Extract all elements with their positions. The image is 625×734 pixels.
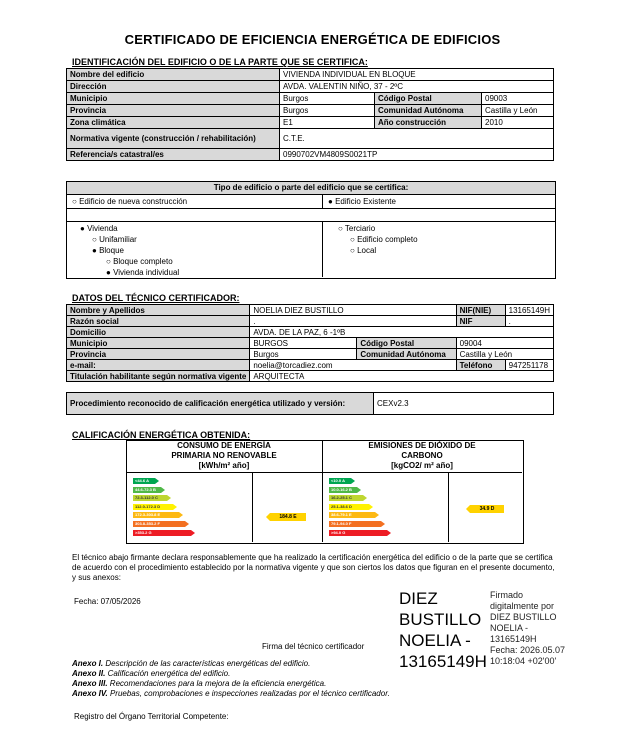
tecnico-proc-table <box>66 392 554 415</box>
anexo-4-label: Anexo IV. <box>72 689 108 698</box>
anexo-1-text: Descripción de las características energéticas del edificio. <box>103 659 311 668</box>
tipo-divider-2 <box>322 221 323 277</box>
tec-provincia-label: Provincia <box>67 349 250 360</box>
emis-bar-3: 25.1-38.6 D <box>329 504 369 510</box>
calificacion-hline <box>126 472 522 473</box>
direccion-label: Dirección <box>67 81 280 93</box>
tec-domicilio-value: AVDA. DE LA PAZ, 6 -1ºB <box>250 327 554 338</box>
calificacion-heading: CALIFICACIÓN ENERGÉTICA OBTENIDA: <box>72 430 251 440</box>
radio-bloque[interactable]: ● Bloque <box>92 246 124 255</box>
tec-ca-label: Comunidad Autónoma <box>357 349 456 360</box>
firma-label: Firma del técnico certificador <box>262 642 365 651</box>
ref-value: 0990702VM4809S0021TP <box>280 149 554 161</box>
declaracion-text: El técnico abajo firmante declara responsablemente que ha realizado la certificación energética del edificio o de la parte que se certifica de acuerdo con el procedimiento establecido por la normativa vigente y que son ciertos los datos que figuran en el presente documento, y sus anexos: <box>72 553 555 582</box>
tec-cp-label: Código Postal <box>357 338 456 349</box>
ca-value: Castilla y León <box>482 105 554 117</box>
normativa-label: Normativa vigente (construcción / rehabilitación) <box>67 129 280 149</box>
emis-bar-2: 16.2-25.1 C <box>329 495 363 501</box>
radio-edificio-completo-label: Edificio completo <box>357 235 418 244</box>
anexo-1-label: Anexo I. <box>72 659 104 668</box>
nombre-label: Nombre del edificio <box>67 69 280 81</box>
zona-value: E1 <box>280 117 375 129</box>
radio-bloque-completo-label: Bloque completo <box>113 257 173 266</box>
radio-vivienda-label: Vivienda <box>87 224 118 233</box>
radio-local-label: Local <box>357 246 377 255</box>
emis-header <box>322 441 522 471</box>
sig-line4: 13165149H <box>399 652 487 671</box>
provincia-label: Provincia <box>67 105 280 117</box>
emis-h1: EMISIONES DE DIÓXIDO DE <box>368 441 476 450</box>
tec-nif-value: 13165149H <box>505 305 553 316</box>
radio-edificio-completo[interactable]: ○ Edificio completo <box>350 235 418 244</box>
page-title: CERTIFICADO DE EFICIENCIA ENERGÉTICA DE EDIFICIOS <box>124 32 501 47</box>
ref-label: Referencia/s catastral/es <box>67 149 280 161</box>
signature-name <box>399 588 487 672</box>
anio-label: Año construcción <box>375 117 482 129</box>
consumo-inner-divider <box>252 472 253 542</box>
radio-bloque-label: Bloque <box>99 246 124 255</box>
emis-bar-1: 10.0-16.2 B <box>329 487 357 493</box>
tec-razon-label: Razón social <box>67 316 250 327</box>
sig-s5: 13165149H <box>490 634 537 644</box>
direccion-value: AVDA. VALENTIN NIÑO, 37 - 2ºC <box>280 81 554 93</box>
tec-email-value: noelia@torcadiez.com <box>250 360 456 371</box>
emis-bar-6: >94.0 G <box>329 530 387 536</box>
tec-nif2-label: NIF <box>456 316 505 327</box>
sig-line2: BUSTILLO <box>399 610 482 629</box>
emis-indicator: 34.9 D <box>470 505 504 513</box>
tec-provincia-value: Burgos <box>250 349 357 360</box>
radio-vivienda-individual-label: Vivienda individual <box>113 268 180 277</box>
tec-email-label: e-mail: <box>67 360 250 371</box>
consumo-bar-6: >353.2 G <box>133 530 191 536</box>
consumo-h2: PRIMARIA NO RENOVABLE <box>171 451 277 460</box>
tec-nombre-label: Nombre y Apellidos <box>67 305 250 316</box>
consumo-indicator: 184.8 E <box>270 513 306 521</box>
tipo-header: Tipo de edificio o parte del edificio que se certifica: <box>66 181 556 195</box>
anio-value: 2010 <box>482 117 554 129</box>
tec-cp-value: 09004 <box>456 338 553 349</box>
tecnico-heading: DATOS DEL TÉCNICO CERTIFICADOR: <box>72 293 240 303</box>
radio-vivienda-individual[interactable]: ● Vivienda individual <box>106 268 180 277</box>
consumo-bar-0: <44.6 A <box>133 478 155 484</box>
emis-bar-0: <10.0 A <box>329 478 351 484</box>
consumo-h1: CONSUMO DE ENERGÍA <box>177 441 271 450</box>
sig-s6: Fecha: 2026.05.07 <box>490 645 566 655</box>
tec-municipio-label: Municipio <box>67 338 250 349</box>
provincia-value: Burgos <box>280 105 375 117</box>
sig-s1: Firmado <box>490 590 524 600</box>
emis-h3: [kgCO2/ m² año] <box>391 461 453 470</box>
anexo-2 <box>72 669 230 679</box>
radio-nueva-label: Edificio de nueva construcción <box>79 197 188 206</box>
sig-s2: digitalmente por <box>490 601 555 611</box>
normativa-value: C.T.E. <box>280 129 554 149</box>
consumo-h3: [kWh/m² año] <box>198 461 250 470</box>
radio-existente[interactable]: ● Edificio Existente <box>328 197 396 206</box>
cp-label: Código Postal <box>375 93 482 105</box>
tec-tel-value: 947251178 <box>505 360 553 371</box>
anexo-3-text: Recomendaciones para la mejora de la eficiencia energética. <box>107 679 327 688</box>
sig-s7: 10:18:04 +02'00' <box>490 656 557 666</box>
tec-nif2-value: . <box>505 316 553 327</box>
tec-titulacion-value: ARQUITECTA <box>250 371 554 382</box>
radio-unifamiliar[interactable]: ○ Unifamiliar <box>92 235 137 244</box>
tec-titulacion-label: Titulación habilitante según normativa vigente <box>67 371 250 382</box>
tec-domicilio-label: Domicilio <box>67 327 250 338</box>
radio-unifamiliar-label: Unifamiliar <box>99 235 137 244</box>
tecnico-table <box>66 304 554 382</box>
municipio-label: Municipio <box>67 93 280 105</box>
zona-label: Zona climática <box>67 117 280 129</box>
anexo-2-label: Anexo II. <box>72 669 106 678</box>
radio-local[interactable]: ○ Local <box>350 246 377 255</box>
radio-existente-label: Edificio Existente <box>335 197 396 206</box>
fecha: Fecha: 07/05/2026 <box>74 597 141 606</box>
emis-inner-divider <box>448 472 449 542</box>
consumo-bar-1: 44.6-72.3 B <box>133 487 161 493</box>
consumo-bar-5: 303.8-353.2 F <box>133 521 185 527</box>
consumo-bar-2: 72.3-112.0 C <box>133 495 167 501</box>
sig-s3: DIEZ BUSTILLO <box>490 612 557 622</box>
registro: Registro del Órgano Territorial Competente: <box>74 712 229 721</box>
tec-razon-value: . <box>250 316 456 327</box>
emis-bar-5: 79.1-94.0 F <box>329 521 381 527</box>
consumo-bar-4: 172.3-303.8 E <box>133 512 179 518</box>
tec-ca-value: Castilla y León <box>456 349 553 360</box>
signature-details <box>490 590 565 667</box>
radio-terciario[interactable]: ○ Terciario <box>338 224 376 233</box>
id-section-heading: IDENTIFICACIÓN DEL EDIFICIO O DE LA PARTE QUE SE CERTIFICA: <box>72 57 368 67</box>
id-table <box>66 68 554 161</box>
anexo-1 <box>72 659 310 669</box>
consumo-header <box>126 441 322 471</box>
nombre-value: VIVIENDA INDIVIDUAL EN BLOQUE <box>280 69 554 81</box>
tec-nif-label: NIF(NIE) <box>456 305 505 316</box>
anexo-4-text: Pruebas, comprobaciones e inspecciones realizadas por el técnico certificador. <box>107 689 390 698</box>
tipo-spacer <box>66 208 556 222</box>
anexo-4 <box>72 689 390 699</box>
sig-s4: NOELIA - <box>490 623 529 633</box>
emis-h2: CARBONO <box>401 451 443 460</box>
tec-proc-value: CEXv2.3 <box>374 393 554 415</box>
tec-municipio-value: BURGOS <box>250 338 357 349</box>
cp-value: 09003 <box>482 93 554 105</box>
radio-terciario-label: Terciario <box>344 224 376 233</box>
emis-bar-4: 38.6-79.1 E <box>329 512 375 518</box>
municipio-value: Burgos <box>280 93 375 105</box>
radio-vivienda[interactable]: ● Vivienda <box>80 224 118 233</box>
tec-proc-label: Procedimiento reconocido de calificación energética utilizado y versión: <box>67 393 374 415</box>
anexo-2-text: Calificación energética del edificio. <box>105 669 231 678</box>
sig-line3: NOELIA - <box>399 631 471 650</box>
ca-label: Comunidad Autónoma <box>375 105 482 117</box>
radio-nueva[interactable]: ○ Edificio de nueva construcción <box>72 197 188 206</box>
anexo-3-label: Anexo III. <box>72 679 108 688</box>
radio-bloque-completo[interactable]: ○ Bloque completo <box>106 257 173 266</box>
consumo-bar-3: 112.0-172.3 D <box>133 504 173 510</box>
tec-nombre-value: NOELIA DIEZ BUSTILLO <box>250 305 456 316</box>
sig-line1: DIEZ <box>399 589 438 608</box>
tipo-divider <box>322 194 323 208</box>
anexo-3 <box>72 679 326 689</box>
tec-tel-label: Teléfono <box>456 360 505 371</box>
